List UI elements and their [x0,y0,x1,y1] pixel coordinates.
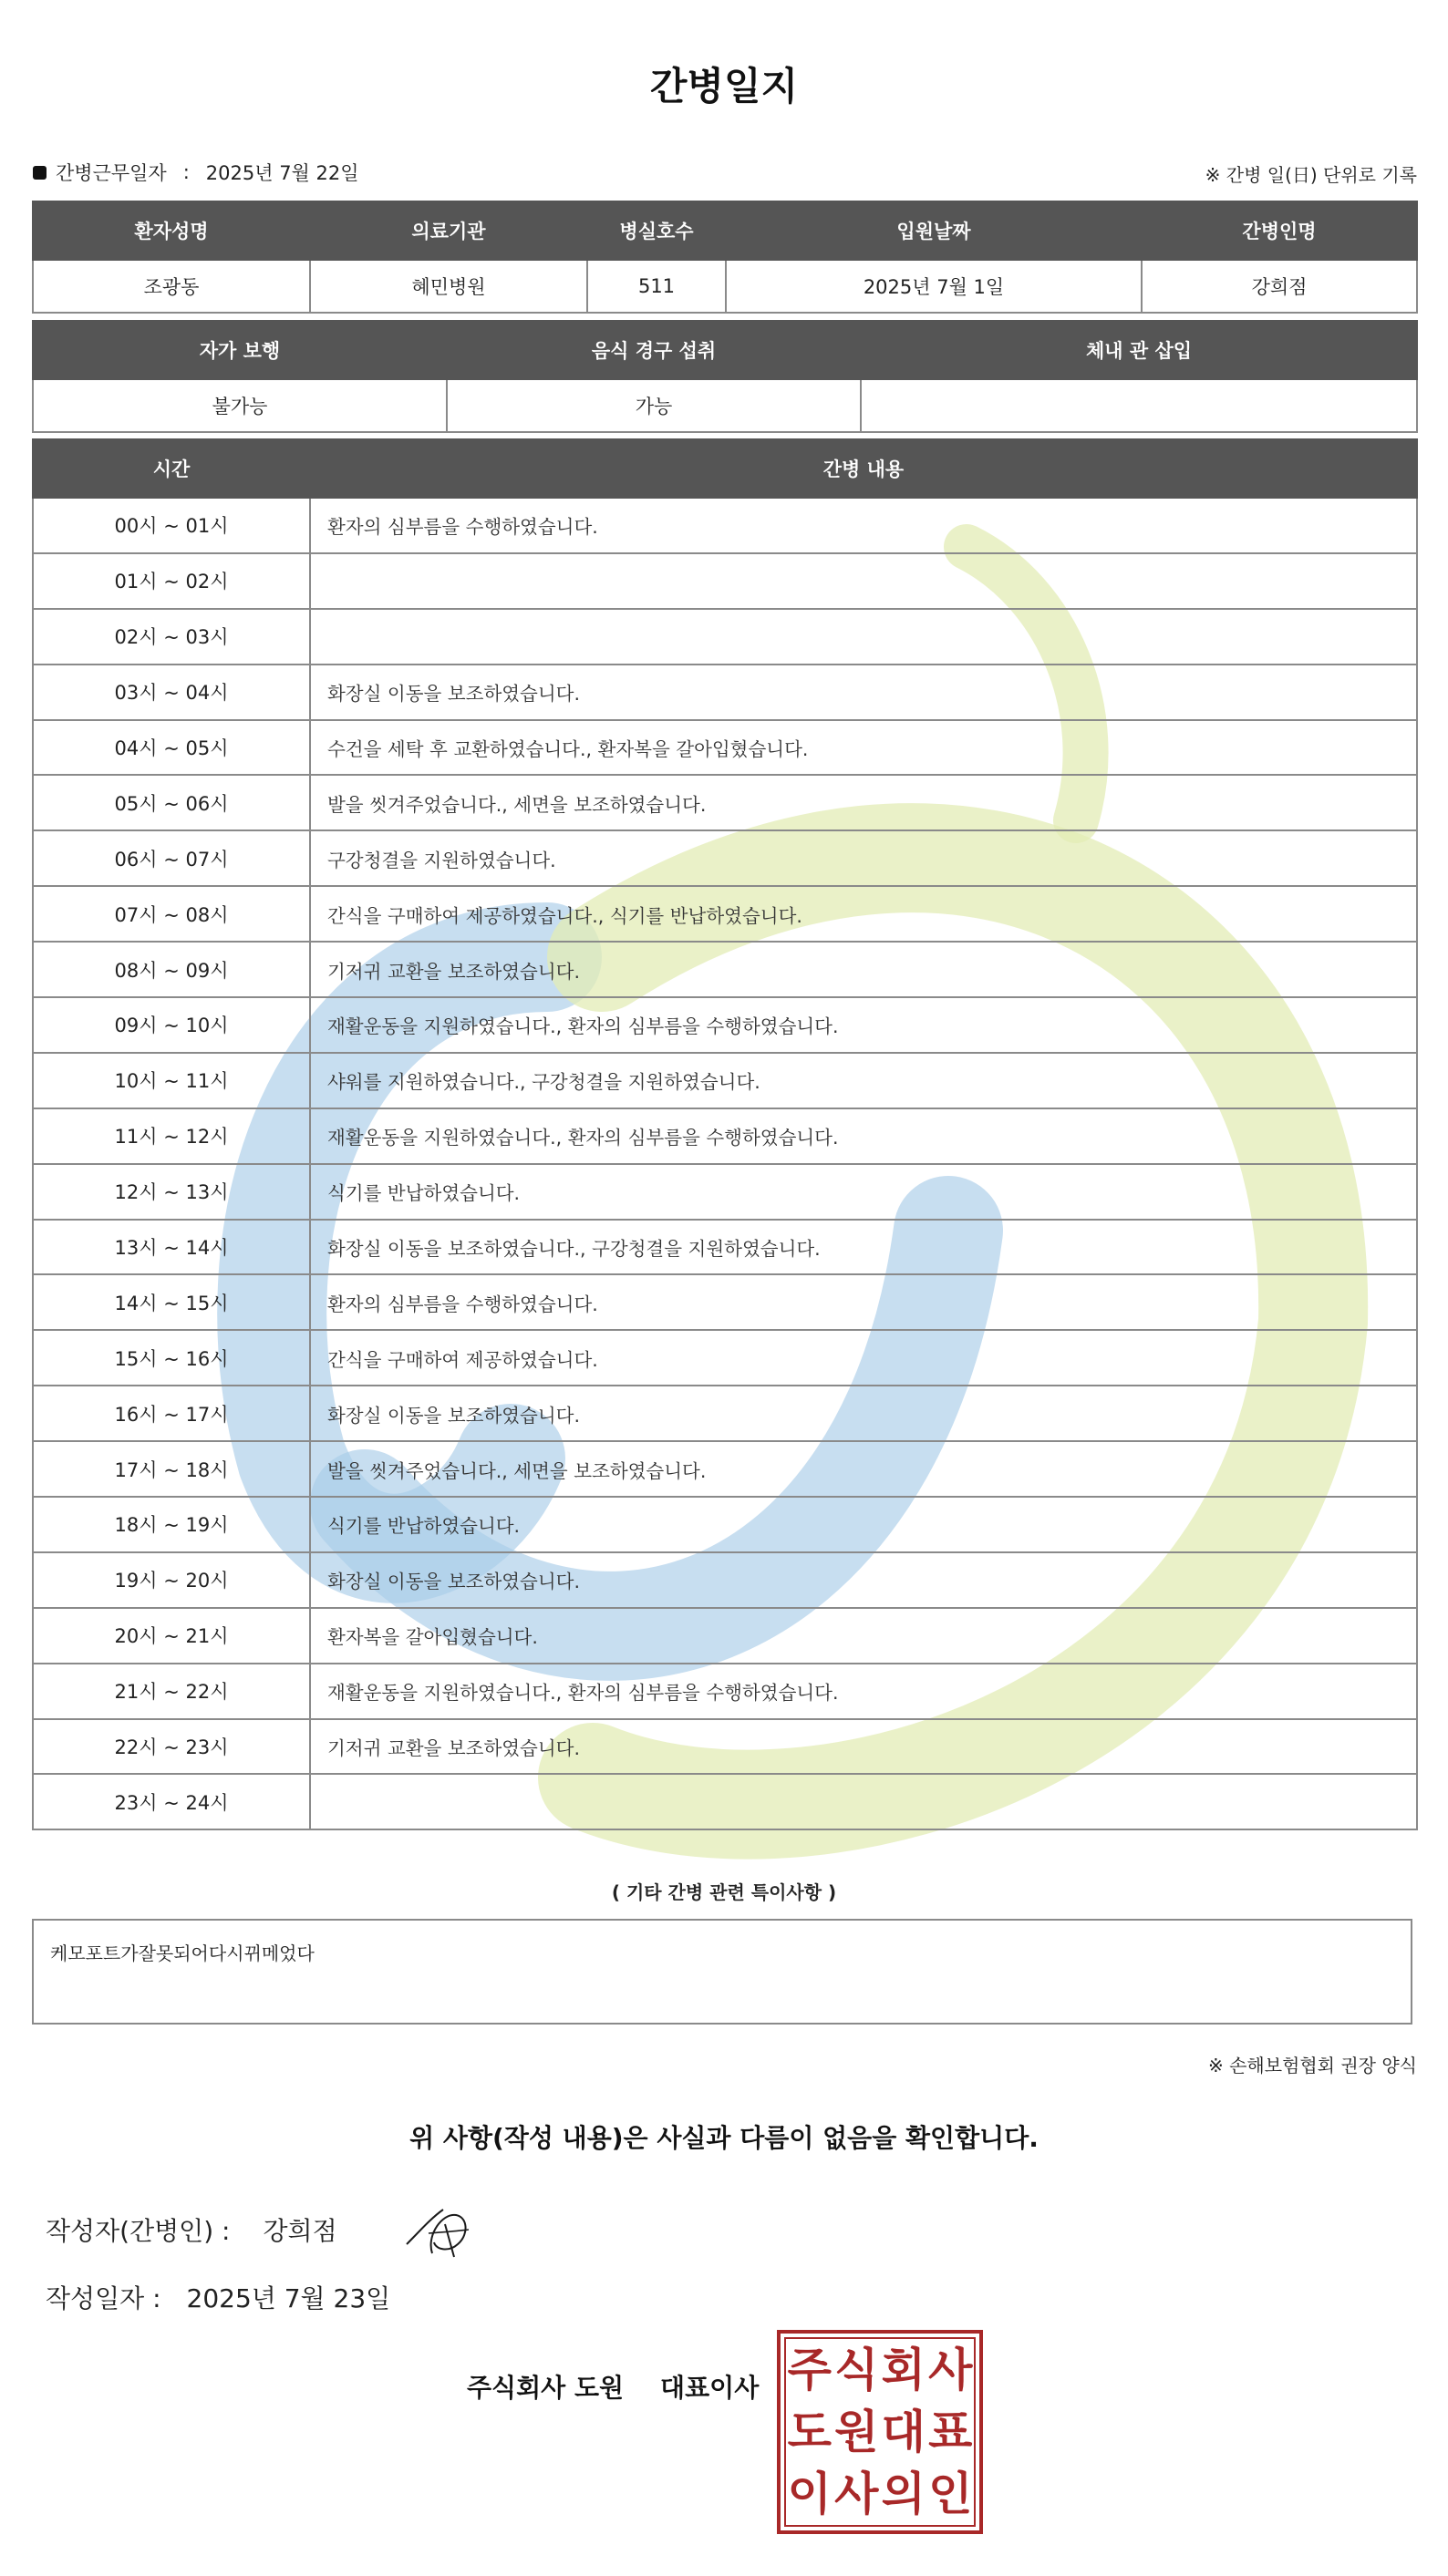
patient-info-header-row [33,201,1417,260]
care-log-content: 환자복을 갈아입혔습니다. [310,1608,1417,1664]
seal-char: 표 [928,2406,973,2458]
care-log-row [33,553,1417,609]
care-log-row [33,1608,1417,1664]
seal-char: 이 [787,2468,832,2520]
care-log-content: 식기를 반납하였습니다. [310,1164,1417,1220]
care-log-content: 재활운동을 지원하였습니다., 환자의 심부름을 수행하였습니다. [310,997,1417,1053]
care-log-content: 화장실 이동을 보조하였습니다. [310,1552,1417,1608]
care-log-time: 03시 ~ 04시 [33,665,310,720]
care-log-row [33,1164,1417,1220]
care-log-row [33,886,1417,942]
care-log-row [33,1386,1417,1441]
care-log-row [33,775,1417,830]
header-hospital: 의료기관 [310,201,587,260]
header-care-content: 간병 내용 [310,439,1417,498]
seal-char: 원 [834,2406,879,2458]
oral-intake-value: 가능 [447,379,861,432]
care-log-row [33,609,1417,665]
care-log-time: 19시 ~ 20시 [33,1552,310,1608]
confirmation-statement: 위 사항(작성 내용)은 사실과 다름이 없음을 확인합니다. [409,2123,1039,2153]
care-log-content [310,553,1417,609]
care-log-row [33,830,1417,886]
care-log-content: 샤워를 지원하였습니다., 구강청결을 지원하였습니다. [310,1053,1417,1108]
care-log-content: 수건을 세탁 후 교환하였습니다., 환자복을 갈아입혔습니다. [310,720,1417,776]
care-log-time: 00시 ~ 01시 [33,498,310,553]
care-log-row [33,1664,1417,1719]
care-log-row [33,498,1417,553]
seal-char: 대 [881,2406,926,2458]
care-log-time: 07시 ~ 08시 [33,886,310,942]
header-caregiver-name: 간병인명 [1142,201,1417,260]
seal-char: 사 [834,2468,879,2520]
care-log-content: 식기를 반납하였습니다. [310,1497,1417,1552]
work-date-separator: : [182,161,190,183]
care-log-row [33,1719,1417,1775]
seal-char: 사 [928,2344,973,2396]
header-admission-date: 입원날짜 [726,201,1142,260]
header-room-number: 병실호수 [587,201,726,260]
room-number-value: 511 [587,260,726,313]
self-walking-value: 불가능 [33,379,447,432]
care-log-time: 22시 ~ 23시 [33,1719,310,1775]
header-patient-name: 환자성명 [33,201,310,260]
care-log-content [310,609,1417,665]
patient-status-value-row [33,379,1417,432]
patient-name-value: 조광동 [33,260,310,313]
seal-char: 인 [928,2468,973,2520]
care-log-content: 발을 씻겨주었습니다., 세면을 보조하였습니다. [310,1441,1417,1497]
care-log-row [33,1108,1417,1164]
form-source-note: ※ 손해보험협회 권장 양식 [1207,2055,1417,2076]
care-log-row [33,1053,1417,1108]
care-log-table [32,438,1418,1830]
work-date-line [33,159,359,186]
care-log-time: 14시 ~ 15시 [33,1274,310,1330]
care-log-row [33,1220,1417,1275]
care-log-time: 02시 ~ 03시 [33,609,310,665]
handwritten-signature [399,2202,481,2261]
patient-info-table [32,201,1418,314]
care-log-row [33,720,1417,776]
written-date-value: 2025년 7월 23일 [186,2283,391,2313]
care-log-time: 09시 ~ 10시 [33,997,310,1053]
care-log-row [33,1497,1417,1552]
header-oral-intake: 음식 경구 섭취 [447,321,861,379]
seal-char: 식 [834,2344,879,2396]
seal-char: 주 [787,2344,832,2396]
care-log-time: 21시 ~ 22시 [33,1664,310,1719]
care-log-time: 04시 ~ 05시 [33,720,310,776]
written-date-label: 작성일자 : [46,2283,161,2313]
care-log-time: 05시 ~ 06시 [33,775,310,830]
care-log-content: 환자의 심부름을 수행하였습니다. [310,498,1417,553]
header-tube-insertion: 체내 관 삽입 [861,321,1417,379]
header-self-walking: 자가 보행 [33,321,447,379]
work-date-label: 간병근무일자 [56,162,167,184]
care-log-time: 10시 ~ 11시 [33,1053,310,1108]
tube-insertion-value [861,379,1417,432]
care-log-row [33,1441,1417,1497]
care-log-content: 간식을 구매하여 제공하였습니다. [310,1330,1417,1386]
seal-char: 회 [881,2344,926,2396]
care-log-content: 간식을 구매하여 제공하였습니다., 식기를 반납하였습니다. [310,886,1417,942]
bullet-square-icon [33,166,47,180]
care-log-header-row [33,439,1417,498]
representative-title: 대표이사 [660,2373,760,2403]
care-log-content: 화장실 이동을 보조하였습니다. [310,1386,1417,1441]
patient-info-value-row [33,260,1417,313]
care-log-time: 12시 ~ 13시 [33,1164,310,1220]
care-log-time: 06시 ~ 07시 [33,830,310,886]
hospital-value: 혜민병원 [310,260,587,313]
care-log-time: 20시 ~ 21시 [33,1608,310,1664]
written-date-line [46,2279,390,2315]
care-log-content: 발을 씻겨주었습니다., 세면을 보조하였습니다. [310,775,1417,830]
work-date-value: 2025년 7월 22일 [205,162,359,184]
writer-line [46,2211,337,2248]
record-note: ※ 간병 일(日) 단위로 기록 [1205,164,1417,186]
seal-char: 의 [881,2468,926,2520]
care-log-time: 23시 ~ 24시 [33,1774,310,1829]
care-log-row [33,1330,1417,1386]
care-log-time: 13시 ~ 14시 [33,1220,310,1275]
company-name: 주식회사 도원 [467,2373,625,2403]
writer-name: 강희점 [263,2216,337,2246]
notes-title: ( 기타 간병 관련 특이사항 ) [611,1881,837,1903]
care-log-row [33,1552,1417,1608]
writer-label: 작성자(간병인) : [46,2216,231,2246]
care-log-content: 재활운동을 지원하였습니다., 환자의 심부름을 수행하였습니다. [310,1108,1417,1164]
seal-char: 도 [787,2406,832,2458]
notes-box: 케모포트가잘못되어다시뀌메었다 [32,1919,1412,2025]
care-log-time: 17시 ~ 18시 [33,1441,310,1497]
care-log-row [33,942,1417,997]
company-line [467,2368,759,2405]
care-log-content [310,1774,1417,1829]
patient-status-table [32,320,1418,433]
company-seal-stamp [777,2330,983,2534]
care-log-content: 화장실 이동을 보조하였습니다., 구강청결을 지원하였습니다. [310,1220,1417,1275]
care-log-row [33,1274,1417,1330]
care-log-content: 화장실 이동을 보조하였습니다. [310,665,1417,720]
care-log-row [33,665,1417,720]
care-log-content: 기저귀 교환을 보조하였습니다. [310,1719,1417,1775]
care-log-time: 15시 ~ 16시 [33,1330,310,1386]
care-log-time: 08시 ~ 09시 [33,942,310,997]
caregiver-name-value: 강희점 [1142,260,1417,313]
document-title: 간병일지 [649,64,799,108]
care-log-time: 18시 ~ 19시 [33,1497,310,1552]
care-log-row [33,1774,1417,1829]
care-log-content: 구강청결을 지원하였습니다. [310,830,1417,886]
care-log-time: 01시 ~ 02시 [33,553,310,609]
care-log-content: 환자의 심부름을 수행하였습니다. [310,1274,1417,1330]
patient-status-header-row [33,321,1417,379]
care-log-content: 기저귀 교환을 보조하였습니다. [310,942,1417,997]
admission-date-value: 2025년 7월 1일 [726,260,1142,313]
care-log-row [33,997,1417,1053]
care-log-content: 재활운동을 지원하였습니다., 환자의 심부름을 수행하였습니다. [310,1664,1417,1719]
care-log-time: 16시 ~ 17시 [33,1386,310,1441]
header-time: 시간 [33,439,310,498]
care-log-time: 11시 ~ 12시 [33,1108,310,1164]
